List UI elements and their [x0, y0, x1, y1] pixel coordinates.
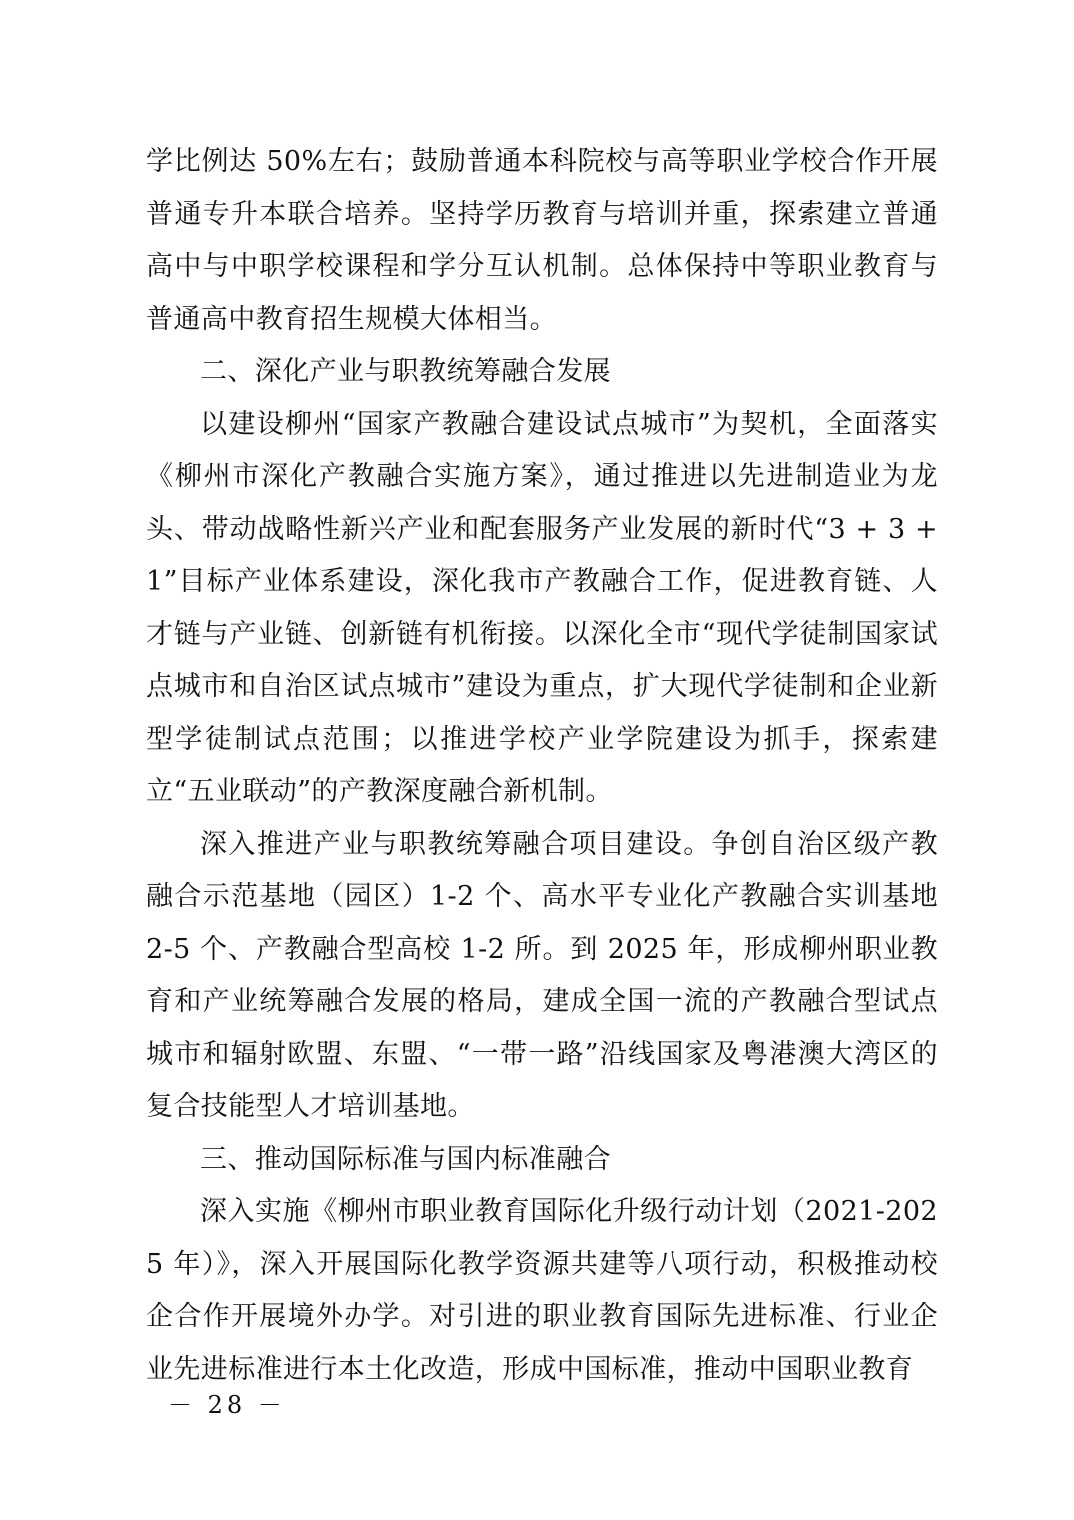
paragraph-internationalization-plan: 深入实施《柳州市职业教育国际化升级行动计划（2021-2025 年）》，深入开展国际化教学资源共建等八项行动，积极推动校企合作开展境外办学。对引进的职业教育国际先进标准、行业企业先进标准进行本土化改造，形成中国标准，推动中国职业教育	[146, 1196, 938, 1385]
paragraph-liuzhou-pilot-city: 以建设柳州“国家产教融合建设试点城市”为契机，全面落实《柳州市深化产教融合实施方案》，通过推进以先进制造业为龙头、带动战略性新兴产业和配套服务产业发展的新时代“3 + 3 + 1”目标产业体系建设，深化我市产教融合工作，促进教育链、人才链与产业链、创新链有机衔接。以深化全市“现代学徒制国家试点城市和自治区试点城市”建设为重点，扩大现代学徒制和企业新型学徒制试点范围；以推进学校产业学院建设为抓手，探索建立“五业联动”的产教深度融合新机制。	[146, 408, 938, 807]
section-heading-standards-integration: 三、推动国际标准与国内标准融合	[200, 1143, 611, 1175]
paragraph-integration-projects: 深入推进产业与职教统筹融合项目建设。争创自治区级产教融合示范基地（园区）1-2 个、高水平专业化产教融合实训基地 2-5 个、产教融合型高校 1-2 所。到 2025 年，形成柳州职业教育和产业统筹融合发展的格局，建成全国一流的产教融合型试点城市和辐射欧盟、东盟、“一带一路”沿线国家及粤港澳大湾区的复合技能型人才培训基地。	[146, 828, 938, 1122]
paragraph-admission-ratio: 学比例达 50%左右；鼓励普通本科院校与高等职业学校合作开展普通专升本联合培养。坚持学历教育与培训并重，探索建立普通高中与中职学校课程和学分互认机制。总体保持中等职业教育与普通高中教育招生规模大体相当。	[146, 146, 938, 335]
section-heading-industry-integration: 二、深化产业与职教统筹融合发展	[200, 356, 611, 387]
page-number: － 28 －	[168, 1391, 286, 1419]
document-body	[146, 136, 938, 1396]
